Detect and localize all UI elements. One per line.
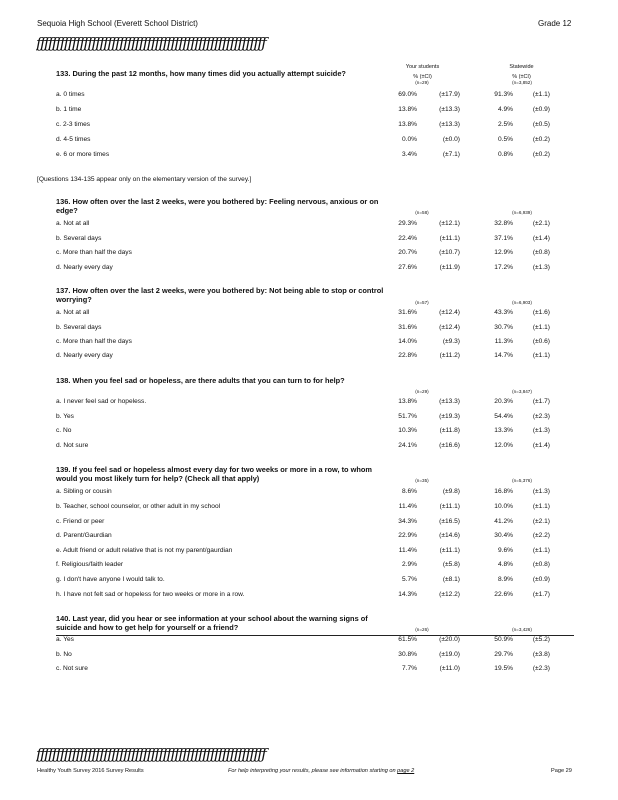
answer-label: c. Friend or peer [56,518,105,525]
statewide-percent: 0.8% [497,151,513,158]
statewide-ci: (±1.1) [532,324,550,331]
your-ci: (±12.1) [439,220,460,227]
your-percent: 22.9% [398,532,417,539]
n-your-students: (n=26) [415,627,429,632]
your-percent: 61.5% [398,636,417,643]
answer-label: c. More than half the days [56,249,132,256]
statewide-percent: 9.6% [497,547,513,554]
statewide-percent: 30.4% [494,532,513,539]
answer-label: d. 4-5 times [56,136,91,143]
answer-label: c. No [56,427,72,434]
statewide-ci: (±1.3) [532,488,550,495]
question-text: 138. When you feel sad or hopeless, are there adults that you can turn to for help? [56,376,345,385]
your-percent: 22.8% [398,352,417,359]
answer-label: a. 0 times [56,91,85,98]
your-ci: (±14.6) [439,532,460,539]
statewide-percent: 4.8% [497,561,513,568]
answer-label: b. Several days [56,235,102,242]
question-text: 137. How often over the last 2 weeks, were you bothered by: Not being able to stop or control worrying? [56,286,384,304]
your-ci: (±11.0) [439,665,460,672]
n-your-students: (n=35) [415,478,429,483]
question-text: 140. Last year, did you hear or see information at your school about the warning signs of suicide and how to get help for yourself or a friend? [56,614,368,632]
your-ci: (±12.4) [439,324,460,331]
your-percent: 29.3% [398,220,417,227]
your-percent: 5.7% [401,576,417,583]
your-ci: (±12.2) [439,591,460,598]
footer-survey-title: Healthy Youth Survey 2016 Survey Results [37,768,144,774]
statewide-percent: 43.3% [494,309,513,316]
your-percent: 8.6% [401,488,417,495]
n-your-students: (n=29) [415,389,429,394]
statewide-percent: 22.6% [494,591,513,598]
question-text: 133. During the past 12 months, how many times did you actually attempt suicide? [56,69,346,78]
your-ci: (±13.3) [439,121,460,128]
statewide-ci: (±1.1) [532,352,550,359]
statewide-ci: (±1.1) [532,91,550,98]
n-statewide: (n=3,847) [512,389,532,394]
your-percent: 27.6% [398,264,417,271]
your-percent: 24.1% [398,442,417,449]
your-ci: (±11.1) [439,235,460,242]
statewide-ci: (±2.2) [532,532,550,539]
statewide-percent: 13.3% [494,427,513,434]
answer-label: b. Yes [56,413,74,420]
answer-label: a. Not at all [56,220,90,227]
statewide-percent: 12.0% [494,442,513,449]
answer-label: g. I don't have anyone I would talk to. [56,576,165,583]
statewide-ci: (±0.9) [532,576,550,583]
statewide-ci: (±3.8) [532,651,550,658]
statewide-percent: 2.5% [497,121,513,128]
statewide-percent: 4.9% [497,106,513,113]
your-percent: 10.3% [398,427,417,434]
answer-label: h. I have not felt sad or hopeless for two weeks or more in a row. [56,591,245,598]
your-ci: (±11.1) [439,503,460,510]
footer-help-text [228,768,414,774]
answer-label: b. Teacher, school counselor, or other adult in my school [56,503,221,510]
statewide-ci: (±0.2) [532,136,550,143]
statewide-percent: 10.0% [494,503,513,510]
your-percent: 31.6% [398,324,417,331]
statewide-percent: 14.7% [494,352,513,359]
answer-label: d. Not sure [56,442,89,449]
answer-label: b. No [56,651,72,658]
your-percent: 22.4% [398,235,417,242]
statewide-percent: 54.4% [494,413,513,420]
your-percent: 13.8% [398,106,417,113]
your-percent: 11.4% [398,547,417,554]
statewide-percent: 0.5% [497,136,513,143]
footer-help-label: For help interpreting your results, please see information starting on [228,768,396,774]
school-name: Sequoia High School (Everett School District) [37,19,198,28]
n-your-students: (n=58) [415,210,429,215]
your-percent: 11.4% [398,503,417,510]
your-percent: 14.3% [398,591,417,598]
your-percent: 30.8% [398,651,417,658]
statewide-percent: 12.9% [494,249,513,256]
statewide-percent: 20.3% [494,398,513,405]
statewide-ci: (±1.3) [532,427,550,434]
your-ci: (±13.3) [439,398,460,405]
your-percent: 0.0% [401,136,417,143]
your-students-label: Your students [405,64,440,70]
your-ci: (±11.9) [439,264,460,271]
your-students-heading [395,64,450,80]
statewide-ci: (±0.2) [532,151,550,158]
question-text: 139. If you feel sad or hopeless almost every day for two weeks or more in a row, to whom would you most likely turn for help? (Check all that apply) [56,465,372,483]
your-percent: 31.6% [398,309,417,316]
answer-label: d. Nearly every day [56,352,113,359]
your-ci: (±7.1) [442,151,460,158]
your-percent: 69.0% [398,91,417,98]
answer-label: a. Yes [56,636,74,643]
statewide-percent: 16.8% [494,488,513,495]
statewide-ci: (±1.7) [532,398,550,405]
answer-label: c. More than half the days [56,338,132,345]
answer-label: d. Parent/Gaurdian [56,532,112,539]
n-statewide: (n=3,852) [512,80,532,85]
statewide-heading [494,64,549,80]
footer-rule: ƒƒƒƒƒƒƒƒƒƒƒƒƒƒƒƒƒƒƒƒƒƒƒƒƒƒƒƒƒƒƒƒƒƒƒƒƒƒƒƒƒƒƒƒƒƒƒƒƒƒƒƒƒƒƒƒƒƒ [36,746,266,762]
answer-label: e. 6 or more times [56,151,110,158]
your-percent: 2.9% [401,561,417,568]
percent-ci-label: % (±CI) [413,74,432,80]
statewide-percent: 8.9% [497,576,513,583]
statewide-ci: (±2.3) [532,413,550,420]
your-ci: (±16.6) [439,442,460,449]
your-percent: 34.3% [398,518,417,525]
n-your-students: (n=57) [415,300,429,305]
statewide-ci: (±2.3) [532,665,550,672]
n-statewide: (n=6,903) [512,300,532,305]
your-percent: 51.7% [398,413,417,420]
statewide-percent: 50.9% [494,636,513,643]
statewide-label: Statewide [509,64,534,70]
your-ci: (±8.1) [442,576,460,583]
your-ci: (±11.8) [439,427,460,434]
percent-ci-label: % (±CI) [512,74,531,80]
statewide-ci: (±1.1) [532,547,550,554]
n-your-students: (n=29) [415,80,429,85]
answer-label: b. 1 time [56,106,82,113]
answer-label: c. Not sure [56,665,88,672]
your-percent: 20.7% [398,249,417,256]
statewide-ci: (±1.3) [532,264,550,271]
your-percent: 14.0% [398,338,417,345]
header-rule: ƒƒƒƒƒƒƒƒƒƒƒƒƒƒƒƒƒƒƒƒƒƒƒƒƒƒƒƒƒƒƒƒƒƒƒƒƒƒƒƒƒƒƒƒƒƒƒƒƒƒƒƒƒƒƒƒƒƒ [36,35,266,51]
statewide-ci: (±0.8) [532,249,550,256]
answer-label: b. Several days [56,324,102,331]
statewide-percent: 91.3% [494,91,513,98]
statewide-percent: 41.2% [494,518,513,525]
n-statewide: (n=5,376) [512,478,532,483]
your-ci: (±17.9) [439,91,460,98]
statewide-percent: 29.7% [494,651,513,658]
your-percent: 13.8% [398,121,417,128]
statewide-ci: (±1.4) [532,235,550,242]
statewide-ci: (±1.7) [532,591,550,598]
statewide-ci: (±1.1) [532,503,550,510]
your-ci: (±10.7) [439,249,460,256]
statewide-percent: 11.3% [494,338,513,345]
statewide-percent: 30.7% [494,324,513,331]
statewide-ci: (±1.4) [532,442,550,449]
your-ci: (±11.1) [439,547,460,554]
statewide-ci: (±2.1) [532,220,550,227]
page-number: Page 29 [551,768,572,774]
statewide-percent: 19.5% [494,665,513,672]
statewide-ci: (±0.5) [532,121,550,128]
your-percent: 7.7% [401,665,417,672]
statewide-ci: (±1.6) [532,309,550,316]
statewide-percent: 17.2% [494,264,513,271]
answer-label: e. Adult friend or adult relative that is not my parent/gaurdian [56,547,233,554]
your-ci: (±11.2) [439,352,460,359]
answer-label: f. Religious/faith leader [56,561,124,568]
statewide-ci: (±0.8) [532,561,550,568]
your-ci: (±0.0) [442,136,460,143]
answer-label: c. 2-3 times [56,121,91,128]
answer-label: a. I never feel sad or hopeless. [56,398,147,405]
statewide-ci: (±0.6) [532,338,550,345]
statewide-ci: (±5.2) [532,636,550,643]
your-ci: (±13.3) [439,106,460,113]
n-statewide: (n=3,426) [512,627,532,632]
statewide-percent: 32.8% [494,220,513,227]
your-percent: 13.8% [398,398,417,405]
question-text: 136. How often over the last 2 weeks, were you bothered by: Feeling nervous, anxious or on edge? [56,197,379,215]
your-ci: (±9.3) [442,338,460,345]
grade-label: Grade 12 [538,19,572,28]
n-statewide: (n=6,939) [512,210,532,215]
answer-label: a. Not at all [56,309,90,316]
statewide-percent: 37.1% [494,235,513,242]
your-ci: (±16.5) [439,518,460,525]
your-ci: (±19.0) [439,651,460,658]
your-ci: (±20.0) [439,636,460,643]
your-ci: (±12.4) [439,309,460,316]
your-ci: (±19.3) [439,413,460,420]
your-ci: (±5.8) [442,561,460,568]
answer-label: a. Sibling or cousin [56,488,112,495]
your-ci: (±9.8) [442,488,460,495]
statewide-ci: (±2.1) [532,518,550,525]
elementary-note: [Questions 134-135 appear only on the elementary version of the survey.] [37,176,252,183]
your-percent: 3.4% [401,151,417,158]
footer-page-link[interactable]: page 2 [397,768,415,774]
statewide-ci: (±0.9) [532,106,550,113]
answer-label: d. Nearly every day [56,264,113,271]
